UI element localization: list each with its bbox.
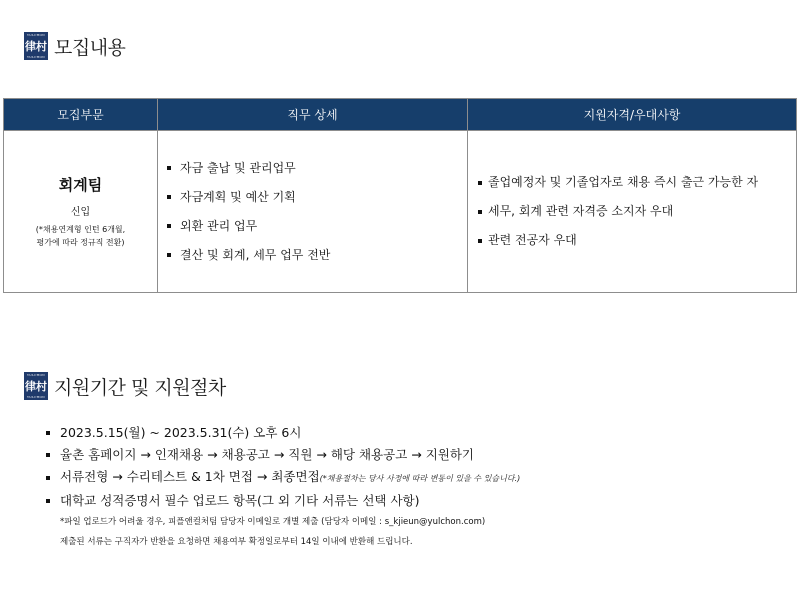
- qualification-item: 세무, 회계 관련 자격증 소지자 우대: [468, 197, 796, 226]
- logo-text-bottom: YULCHON: [27, 55, 45, 59]
- qualifications-cell: [468, 131, 797, 293]
- qualification-item: 관련 전공자 우대: [468, 226, 796, 255]
- logo-text-bottom: YULCHON: [27, 395, 45, 399]
- application-route: 율촌 홈페이지 → 인재채용 → 채용공고 → 직원 → 해당 채용공고 → 지원하기: [46, 444, 786, 466]
- selection-steps: [46, 466, 786, 490]
- duty-item: 자금 출납 및 관리업무: [158, 154, 467, 183]
- recruitment-table: [3, 98, 797, 293]
- selection-steps-note: (*채용절차는 당사 사정에 따라 변동이 있을 수 있습니다.): [319, 474, 521, 483]
- yulchon-logo: [24, 32, 48, 60]
- header-duties: 직무 상세: [158, 99, 468, 131]
- header-qualifications: 지원자격/우대사항: [468, 99, 797, 131]
- duties-cell: [158, 131, 468, 293]
- logo-text-top: YULCHON: [27, 33, 45, 37]
- application-period: 2023.5.15(월) ~ 2023.5.31(수) 오후 6시: [46, 422, 786, 444]
- logo-text-mid: 律村: [25, 379, 47, 393]
- yulchon-logo: [24, 372, 48, 400]
- department-note-line2: 평가에 따라 정규직 전환): [36, 238, 125, 247]
- duty-item: 자금계획 및 예산 기획: [158, 183, 467, 212]
- qualification-item: 졸업예정자 및 기졸업자로 채용 즉시 출근 가능한 자: [468, 168, 796, 197]
- department-note-line1: (*채용연계형 인턴 6개월,: [35, 225, 126, 234]
- department-type: 신입: [70, 207, 91, 218]
- table-row: [4, 131, 797, 293]
- duty-item: 외환 관리 업무: [158, 212, 467, 241]
- recruitment-title: 모집내용: [54, 36, 126, 59]
- upload-note-email: *파일 업로드가 어려울 경우, 피플앤컬처팀 담당자 이메일로 개별 제출 (담당자 이메일 : s_kjieun@yulchon.com): [60, 517, 486, 527]
- procedure-title: 지원기간 및 지원절차: [54, 376, 226, 399]
- selection-steps-text: 서류전형 → 수리테스트 & 1차 면접 → 최종면접: [60, 469, 320, 484]
- document-return-note: 제출된 서류는 구직자가 반환을 요청하면 채용여부 확정일로부터 14일 이내에 반환해 드립니다.: [60, 537, 413, 547]
- department-cell: [4, 131, 158, 293]
- logo-text-top: YULCHON: [27, 373, 45, 377]
- procedure-list: [46, 422, 786, 552]
- upload-requirement: 대학교 성적증명서 필수 업로드 항목(그 외 기타 서류는 선택 사항): [46, 490, 786, 512]
- table-header-row: [4, 99, 797, 131]
- department-name: 회계팀: [58, 176, 103, 194]
- section-title-recruitment: [24, 32, 125, 60]
- logo-text-mid: 律村: [25, 39, 47, 53]
- header-department: 모집부문: [4, 99, 158, 131]
- section-title-procedure: [24, 372, 226, 400]
- duty-item: 결산 및 회계, 세무 업무 전반: [158, 241, 467, 270]
